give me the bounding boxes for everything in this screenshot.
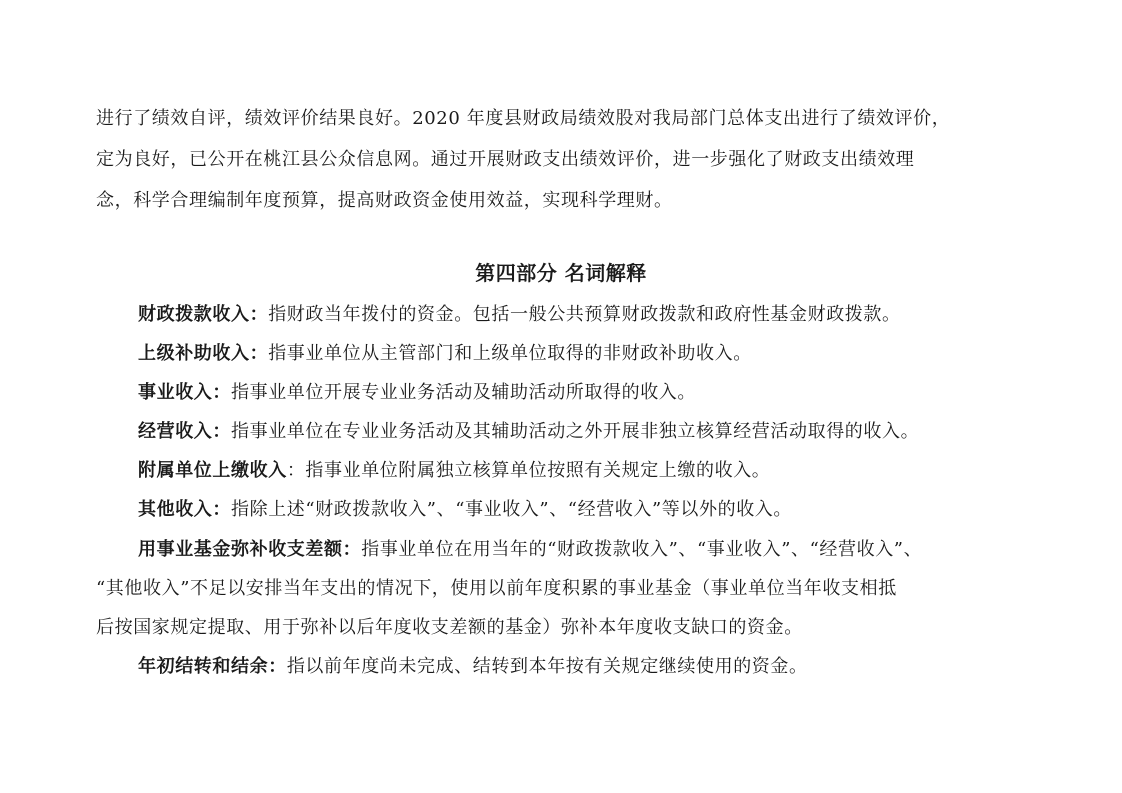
intro-line-2: 定为良好，已公开在桃江县公众信息网。通过开展财政支出绩效评价，进一步强化了财政支出绩效理 <box>96 149 915 170</box>
term-fund-offset <box>138 530 1038 569</box>
term-definition: 指事业单位开展专业业务活动及辅助活动所取得的收入。 <box>231 382 696 403</box>
term-definition: 指除上述“财政拨款收入”、“事业收入”、“经营收入”等以外的收入。 <box>231 499 793 520</box>
term-fund-offset-continuation-2: 后按国家规定提取、用于弥补以后年度收支差额的基金）弥补本年度收支缺口的资金。 <box>96 617 803 638</box>
term-label: 附属单位上缴收入 <box>138 460 287 481</box>
term-definition: ：指事业单位附属独立核算单位按照有关规定上缴的收入。 <box>286 460 771 481</box>
term-other-income <box>138 490 1038 529</box>
term-definition: 指事业单位在用当年的“财政拨款收入”、“事业收入”、“经营收入”、 <box>361 539 923 560</box>
term-definition: 指以前年度尚未完成、结转到本年按有关规定继续使用的资金。 <box>286 656 808 677</box>
term-operating-income <box>138 412 1038 451</box>
section-heading: 第四部分 名词解释 <box>475 261 647 285</box>
term-fund-offset-continuation-1: “其他收入”不足以安排当年支出的情况下，使用以前年度积累的事业基金（事业单位当年收支相抵 <box>96 578 897 599</box>
term-label: 事业收入： <box>138 382 231 403</box>
term-fiscal-appropriation <box>138 295 1038 334</box>
term-definition: 指事业单位从主管部门和上级单位取得的非财政补助收入。 <box>268 343 752 364</box>
term-label: 用事业基金弥补收支差额： <box>138 539 362 560</box>
term-label: 其他收入： <box>138 499 231 520</box>
term-affiliate-remittance <box>138 451 1038 490</box>
term-label: 财政拨款收入： <box>138 304 269 325</box>
term-definition: 指财政当年拨付的资金。包括一般公共预算财政拨款和政府性基金财政拨款。 <box>268 304 901 325</box>
intro-line-1: 进行了绩效自评，绩效评价结果良好。2020 年度县财政局绩效股对我局部门总体支出进行了绩效评价， <box>96 108 951 129</box>
term-label: 上级补助收入： <box>138 343 269 364</box>
term-carryover-balance <box>138 647 1038 686</box>
term-label: 年初结转和结余： <box>138 656 287 677</box>
term-business-income <box>138 373 1038 412</box>
term-definition: 指事业单位在专业业务活动及其辅助活动之外开展非独立核算经营活动取得的收入。 <box>231 421 920 442</box>
intro-line-3: 念，科学合理编制年度预算，提高财政资金使用效益，实现科学理财。 <box>96 190 673 211</box>
term-label: 经营收入： <box>138 421 231 442</box>
term-superior-subsidy <box>138 334 1038 373</box>
